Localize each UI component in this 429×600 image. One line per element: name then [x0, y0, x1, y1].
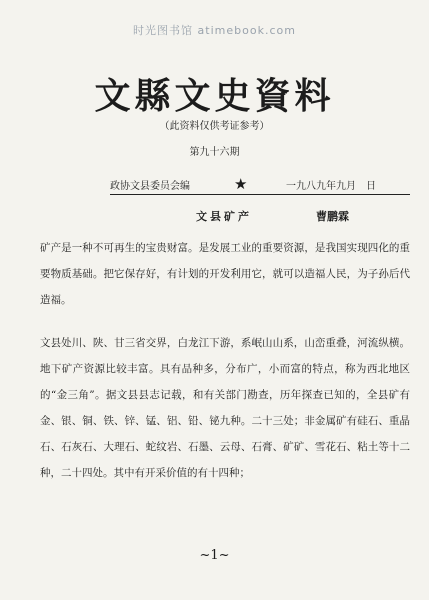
article-author: 曹鹏霖	[316, 210, 349, 223]
page-number: ~1~	[199, 548, 230, 563]
publisher: 政协文县委员会编	[110, 181, 190, 192]
publication-date: 一九八九年九月 日	[286, 181, 376, 192]
star-icon: ★	[234, 175, 248, 193]
document-title: 文縣文史資料	[94, 75, 335, 117]
issue-number: 第九十六期	[189, 147, 240, 158]
document-subtitle: （此资料仅供考证参考）	[159, 121, 270, 132]
paragraph: 矿产是一种不可再生的宝贵财富。是发展工业的重要资源，是我国实现四化的重要物质基础。把它保存好，有计划的开发利用它，就可以造福人民，为子孙后代造福。	[40, 242, 410, 306]
watermark: 时光图书馆 atimebook.com	[133, 24, 296, 37]
divider	[110, 194, 410, 195]
article-title: 文县矿产	[196, 210, 252, 223]
publication-info	[110, 175, 410, 194]
paragraph: 文县处川、陕、甘三省交界，白龙江下游，系岷山山系，山峦重叠，河流纵横。地下矿产资源比较丰富。具有品种多，分布广，小而富的特点，称为西北地区的“金三角”。据文县县志记载，和有关部门勘查，历年探查已知的，全县矿有金、银、铜、铁、锌、锰、铝、铅、铋九种。二十三处；非金属矿有硅石、重晶石、石灰石、大理石、蛇纹岩、石墨、云母、石膏、矿矿、雪花石、粘土等十二种，二十四处。其中有开采价值的有十四种；	[40, 337, 410, 479]
